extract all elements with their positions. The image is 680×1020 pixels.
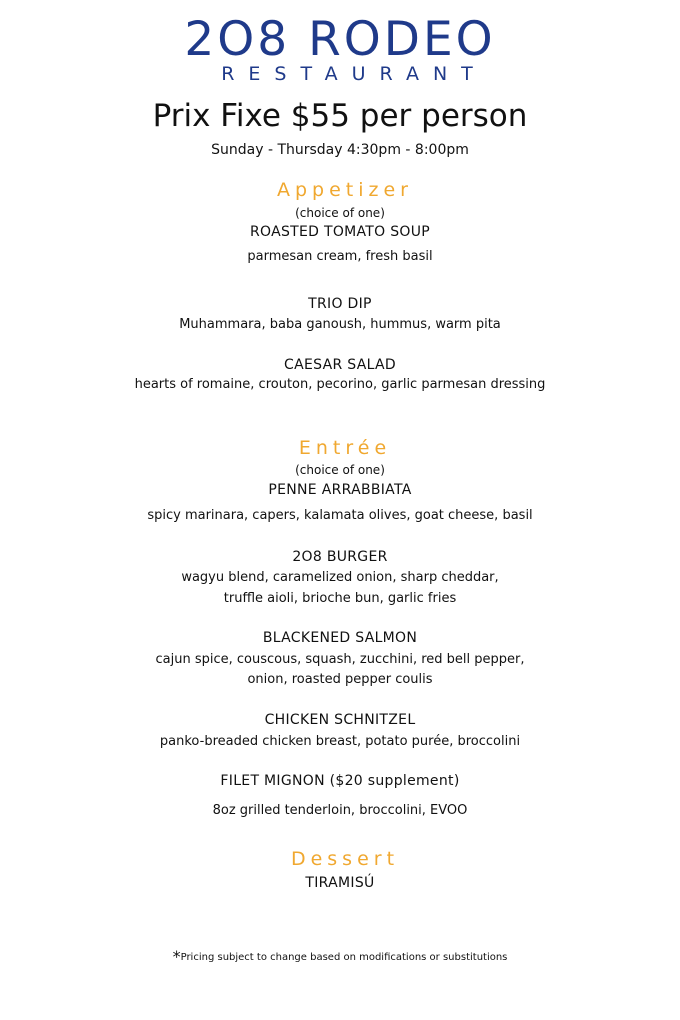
dish-name: TIRAMISÚ [305,875,375,891]
dish-name: TRIO DIP [308,296,372,312]
dish-description: spicy marinara, capers, kalamata olives, goat cheese, basil [147,508,533,523]
footnote-text: Pricing subject to change based on modifications or substitutions [180,952,508,963]
dish-name: 2O8 BURGER [292,549,388,565]
dish-description: truffle aioli, brioche bun, garlic fries [223,591,457,606]
dish-name: PENNE ARRABBIATA [268,482,412,498]
choice-note: (choice of one) [295,206,385,220]
dish-name: CAESAR SALAD [284,357,396,373]
choice-note: (choice of one) [295,463,385,477]
dish-name: CHICKEN SCHNITZEL [264,712,416,728]
dish-name: BLACKENED SALMON [262,630,418,646]
footnote-asterisk: * [172,947,181,966]
dish-description: onion, roasted pepper coulis [247,672,433,687]
dish-description: cajun spice, couscous, squash, zucchini, red bell pepper, [155,652,525,667]
dish-name: FILET MIGNON ($20 supplement) [220,773,460,789]
dish-description: hearts of romaine, crouton, pecorino, garlic parmesan dressing [134,377,546,392]
section-title-entree: Entrée [298,437,392,459]
dish-description: wagyu blend, caramelized onion, sharp cheddar, [181,570,499,585]
logo-wordmark: 2O8 RODEO [184,12,496,67]
section-title-dessert: Dessert [290,848,400,870]
dish-description: 8oz grilled tenderloin, broccolini, EVOO [212,803,468,818]
prix-fixe-headline: Prix Fixe $55 per person [152,98,528,134]
dish-description: Muhammara, baba ganoush, hummus, warm pita [179,317,501,332]
section-title-appetizer: Appetizer [276,179,413,201]
logo-subtitle: RESTAURANT [221,63,487,85]
dish-description: panko-breaded chicken breast, potato purée, broccolini [159,734,521,749]
service-hours: Sunday - Thursday 4:30pm - 8:00pm [211,142,469,158]
pricing-footnote [0,948,680,967]
dish-name: ROASTED TOMATO SOUP [249,224,431,240]
dish-description: parmesan cream, fresh basil [247,249,433,264]
